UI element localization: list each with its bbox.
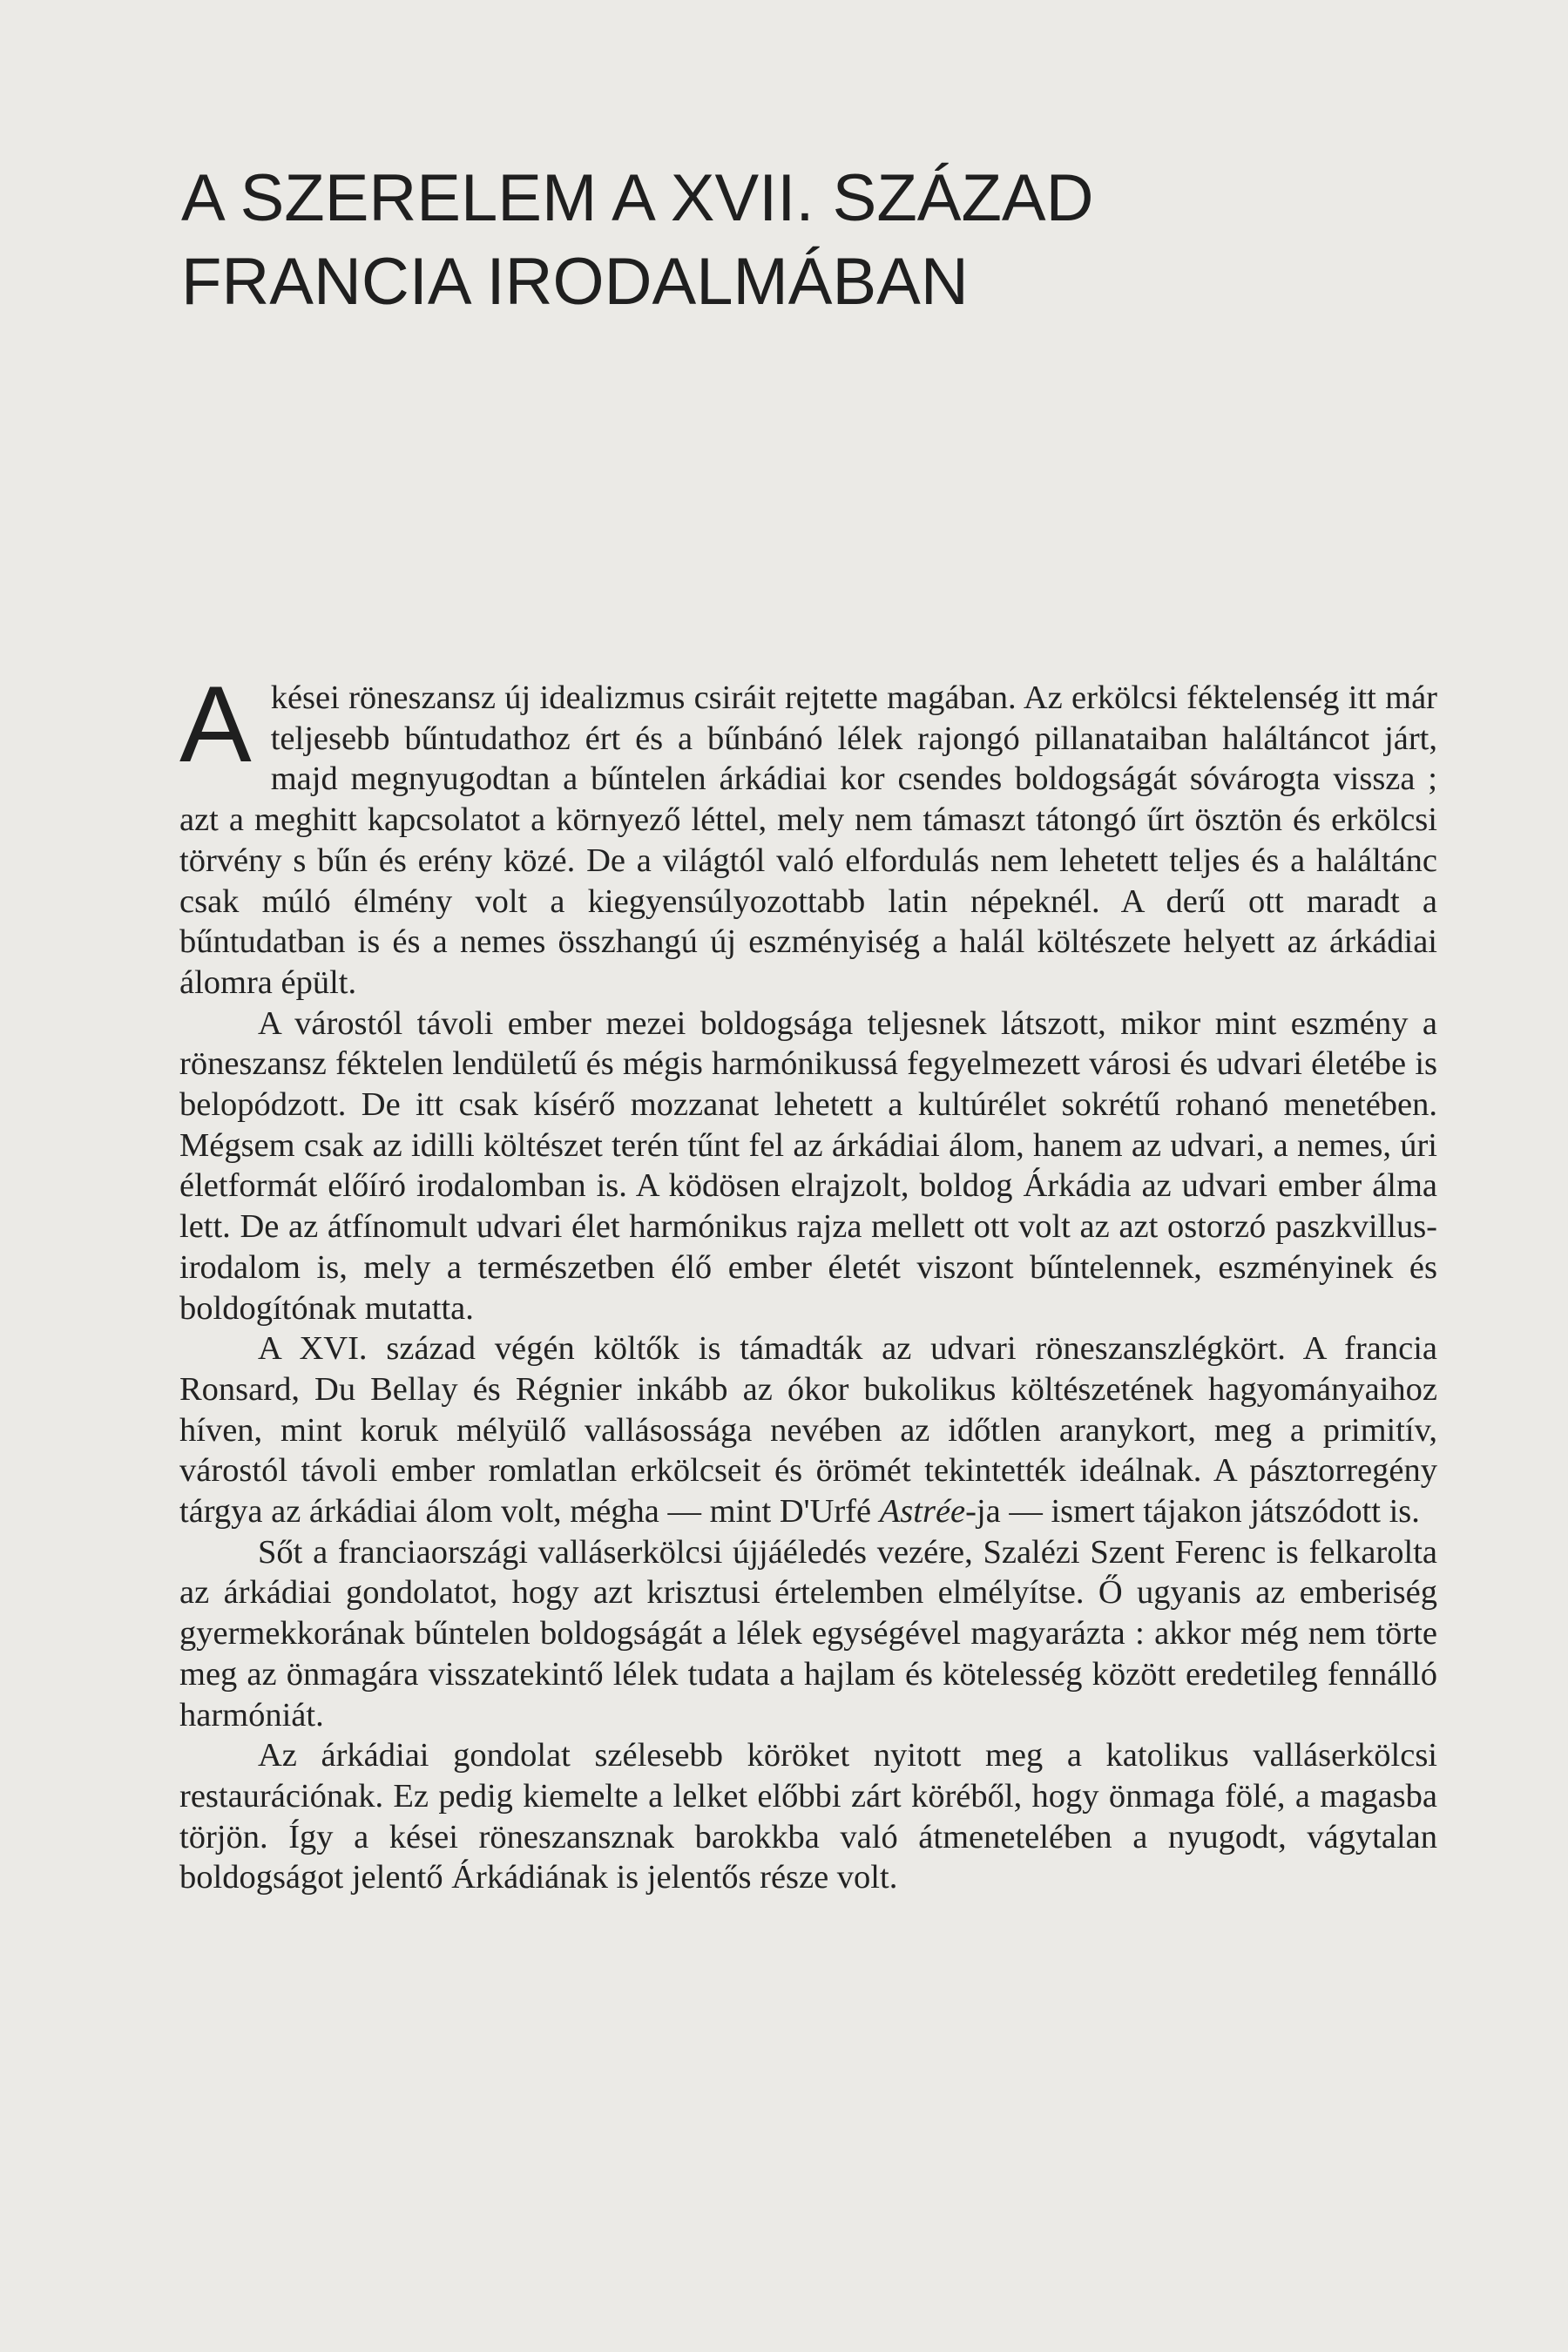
title-line-1: A SZERELEM A XVII. SZÁZAD: [181, 161, 1094, 235]
paragraph-4: Sőt a franciaországi valláserkölcsi újjáéledés vezére, Szalézi Szent Ferenc is felkarolta az árkádiai gondolatot, hogy azt krisztusi értelemben elmélyítse. Ő ugyanis az emberiség gyermekkorának bűntelen boldogságát a lélek egységével magyarázta : akkor még nem törte meg az önmagára visszatekintő lélek tudata a hajlam és kötelesség között eredetileg fennálló harmóniát.: [179, 1533, 1437, 1734]
paragraph-3-italic-title: Astrée: [879, 1493, 966, 1531]
paragraph-1-text: kései röneszansz új idealizmus csiráit rejtette magában. Az erkölcsi féktelenség itt már teljesebb bűntudathoz ért és a bűnbánó lélek rajongó pillanataiban haláltáncot járt, majd megnyugodtan a bűntelen árkádiai kor csendes boldogságát sóvárogta vissza ; azt a meghitt kapcsolatot a környező léttel, mely nem támaszt tátongó űrt ösztön és erkölcsi törvény s bűn és erény közé. De a világtól való elfordulás nem lehetett teljes és a haláltánc csak múló élmény volt a kiegyensúlyozottabb latin népeknél. A derű ott maradt a bűntudatban is és a nemes összhangú új eszményiség a halál költészete helyett az árkádiai álomra épült.: [179, 679, 1437, 1001]
paragraph-5: Az árkádiai gondolat szélesebb köröket nyitott meg a katolikus valláserkölcsi restaurációnak. Ez pedig kiemelte a lelket előbbi zárt köréből, hogy önmaga fölé, a magasba törjön. Így a kései röneszansznak barokkba való átmenetelében a nyugodt, vágytalan boldogságot jelentő Árkádiának is jelentős része volt.: [179, 1737, 1437, 1896]
title-line-2: FRANCIA IRODALMÁBAN: [181, 245, 969, 319]
paragraph-1: [179, 665, 1437, 1004]
paragraph-2: A várostól távoli ember mezei boldogsága teljesnek látszott, mikor mint eszmény a röneszansz féktelen lendületű és mégis harmónikussá fegyelmezett városi és udvari életébe is belopódzott. De itt csak kísérő mozzanat lehetett a kultúrélet sokrétű rohanó menetében. Mégsem csak az idilli költészet terén tűnt fel az árkádiai álom, hanem az udvari, a nemes, úri életformát előíró irodalomban is. A ködösen elrajzolt, boldog Árkádia az udvari ember álma lett. De az átfínomult udvari élet harmónikus rajza mellett ott volt az azt ostorzó paszkvillus-irodalom is, mely a természetben élő ember életét viszont bűntelennek, eszményinek és boldogítónak mutatta.: [179, 1004, 1437, 1327]
paragraph-3: [179, 1328, 1437, 1532]
article-body: [179, 665, 1437, 1898]
paragraph-3-text-a: A XVI. század végén költők is támadták az udvari röneszanszlégkört. A francia Ronsard, Du Bellay és Régnier inkább az ókor bukolikus költészetének hagyományaihoz híven, mint koruk mélyülő vallásossága nevében az időtlen aranykort, meg a primitív, várostól távoli ember romlatlan erkölcseit és örömét tekintették ideálnak. A pásztorregény tárgya az árkádiai álom volt, mégha — mint D'Urfé: [179, 1330, 1437, 1531]
paragraph-3-text-b: -ja — ismert tájakon játszódott is.: [965, 1493, 1420, 1531]
drop-cap: A: [179, 665, 252, 785]
page-title: [181, 157, 1093, 324]
